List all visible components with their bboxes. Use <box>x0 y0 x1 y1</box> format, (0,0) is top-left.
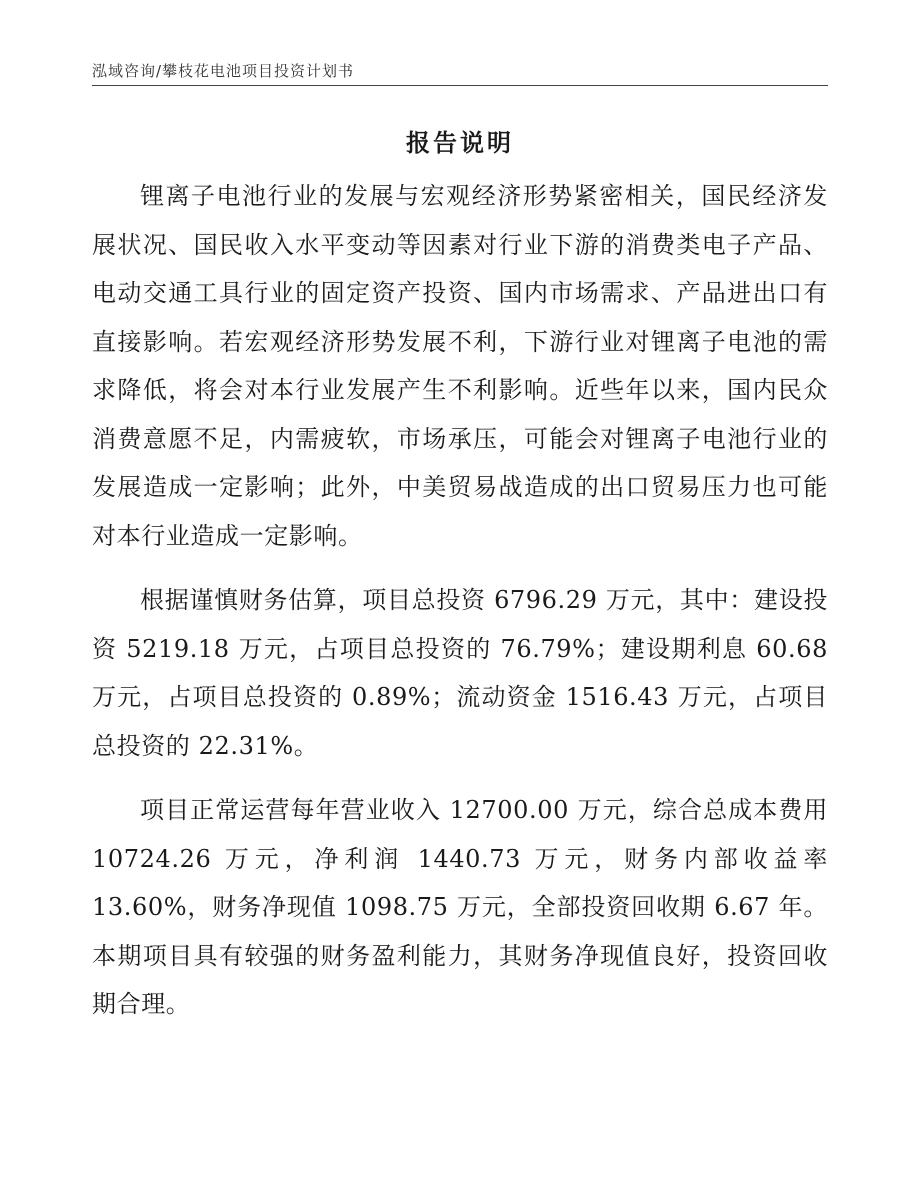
document-body <box>92 172 828 1045</box>
paragraph-financial-returns: 项目正常运营每年营业收入 12700.00 万元，综合总成本费用 10724.26 万元，净利润 1440.73 万元，财务内部收益率 13.60%，财务净现值 1098.75 万元，全部投资回收期 6.67 年。本期项目具有较强的财务盈利能力，其财务净现值良好，投资回收期合理。 <box>92 796 829 1018</box>
document-title: 报告说明 <box>406 129 514 157</box>
paragraph-industry-risk: 锂离子电池行业的发展与宏观经济形势紧密相关，国民经济发展状况、国民收入水平变动等因素对行业下游的消费类电子产品、电动交通工具行业的固定资产投资、国内市场需求、产品进出口有直接影响。若宏观经济形势发展不利，下游行业对锂离子电池的需求降低，将会对本行业发展产生不利影响。近些年以来，国内民众消费意愿不足，内需疲软，市场承压，可能会对锂离子电池行业的发展造成一定影响；此外，中美贸易战造成的出口贸易压力也可能对本行业造成一定影响。 <box>92 182 828 550</box>
running-header: 泓域咨询/攀枝花电池项目投资计划书 <box>92 62 355 80</box>
paragraph-investment-estimate: 根据谨慎财务估算，项目总投资 6796.29 万元，其中：建设投资 5219.18 万元，占项目总投资的 76.79%；建设期利息 60.68 万元，占项目总投资的 0.89%；流动资金 1516.43 万元，占项目总投资的 22.31%。 <box>92 586 828 760</box>
header-divider <box>92 85 828 86</box>
